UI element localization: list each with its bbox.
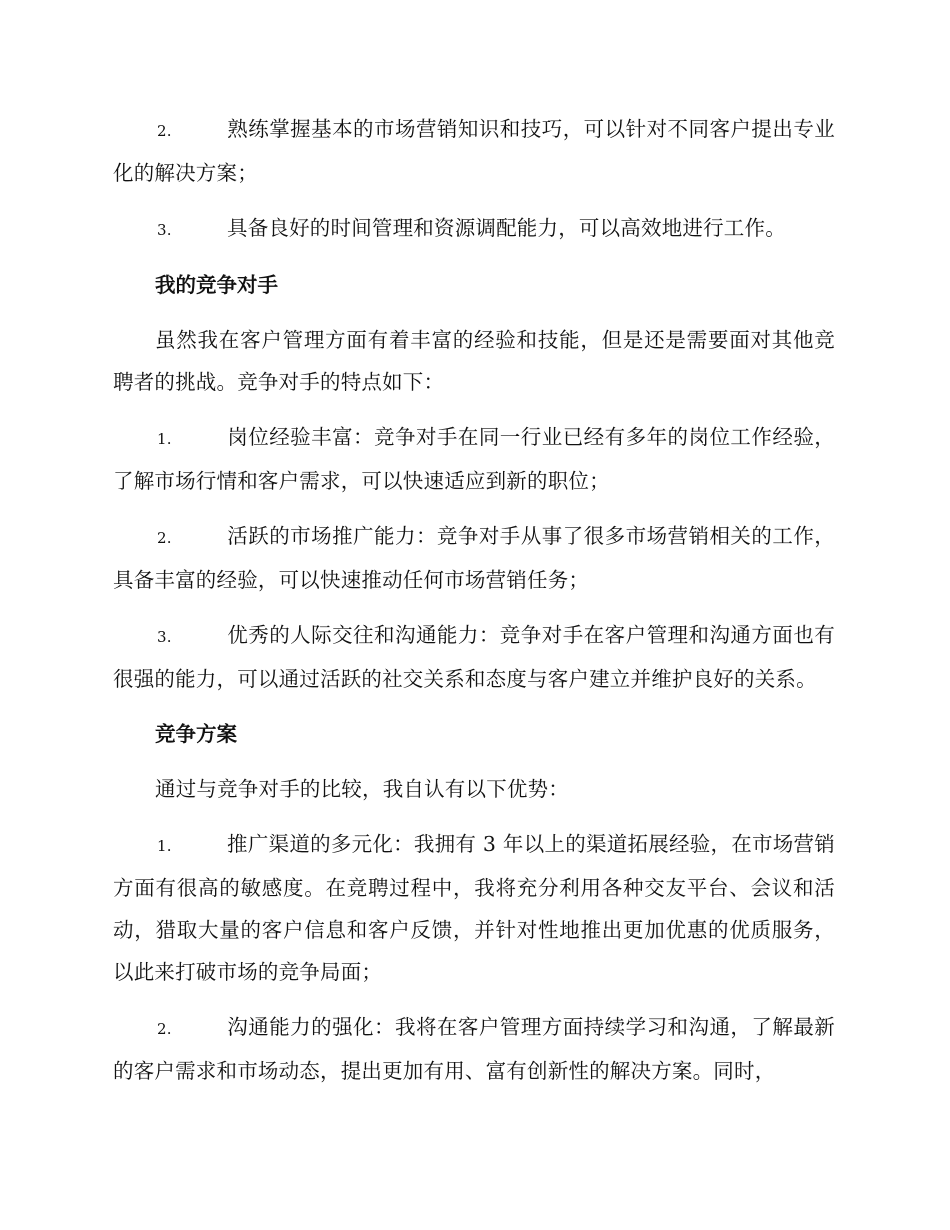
list-text: 活跃的市场推广能力：竞争对手从事了很多市场营销相关的工作，具备丰富的经验，可以快速推动任何市场营销任务； bbox=[113, 524, 835, 592]
list-number: 1. bbox=[157, 837, 172, 855]
plan-intro-paragraph: 通过与竞争对手的比较，我自认有以下优势： bbox=[155, 777, 569, 801]
list-text: 优秀的人际交往和沟通能力：竞争对手在客户管理和沟通方面也有很强的能力，可以通过活跃的社交关系和态度与客户建立并维护良好的关系。 bbox=[113, 623, 835, 691]
list-item bbox=[113, 416, 835, 502]
section-heading-competitors: 我的竞争对手 bbox=[155, 273, 278, 297]
list-text: 具备良好的时间管理和资源调配能力，可以高效地进行工作。 bbox=[227, 216, 786, 240]
list-number: 3. bbox=[157, 628, 172, 646]
list-text: 沟通能力的强化：我将在客户管理方面持续学习和沟通，了解最新的客户需求和市场动态，提出更加有用、富有创新性的解决方案。同时， bbox=[113, 1015, 835, 1083]
list-number: 2. bbox=[157, 1020, 172, 1038]
list-item bbox=[113, 207, 835, 251]
list-item bbox=[113, 515, 835, 601]
competitors-intro-paragraph: 虽然我在客户管理方面有着丰富的经验和技能，但是还是需要面对其他竞聘者的挑战。竞争对手的特点如下： bbox=[113, 328, 835, 394]
document-page bbox=[113, 108, 835, 1105]
list-text: 岗位经验丰富：竞争对手在同一行业已经有多年的岗位工作经验，了解市场行情和客户需求，可以快速适应到新的职位； bbox=[113, 425, 835, 493]
list-text: 熟练掌握基本的市场营销知识和技巧，可以针对不同客户提出专业化的解决方案； bbox=[113, 117, 835, 185]
list-item bbox=[113, 823, 835, 993]
section-heading-plan: 竞争方案 bbox=[155, 722, 237, 746]
list-number: 3. bbox=[157, 221, 172, 239]
list-item bbox=[113, 614, 835, 700]
list-text: 推广渠道的多元化：我拥有 3 年以上的渠道拓展经验，在市场营销方面有很高的敏感度。在竞聘过程中，我将充分利用各种交友平台、会议和活动，猎取大量的客户信息和客户反馈，并针对性地推出更加优惠的优质服务，以此来打破市场的竞争局面； bbox=[113, 832, 835, 984]
list-item bbox=[113, 108, 835, 194]
list-number: 2. bbox=[157, 122, 172, 140]
list-number: 1. bbox=[157, 430, 172, 448]
list-number: 2. bbox=[157, 529, 172, 547]
list-item bbox=[113, 1006, 835, 1092]
